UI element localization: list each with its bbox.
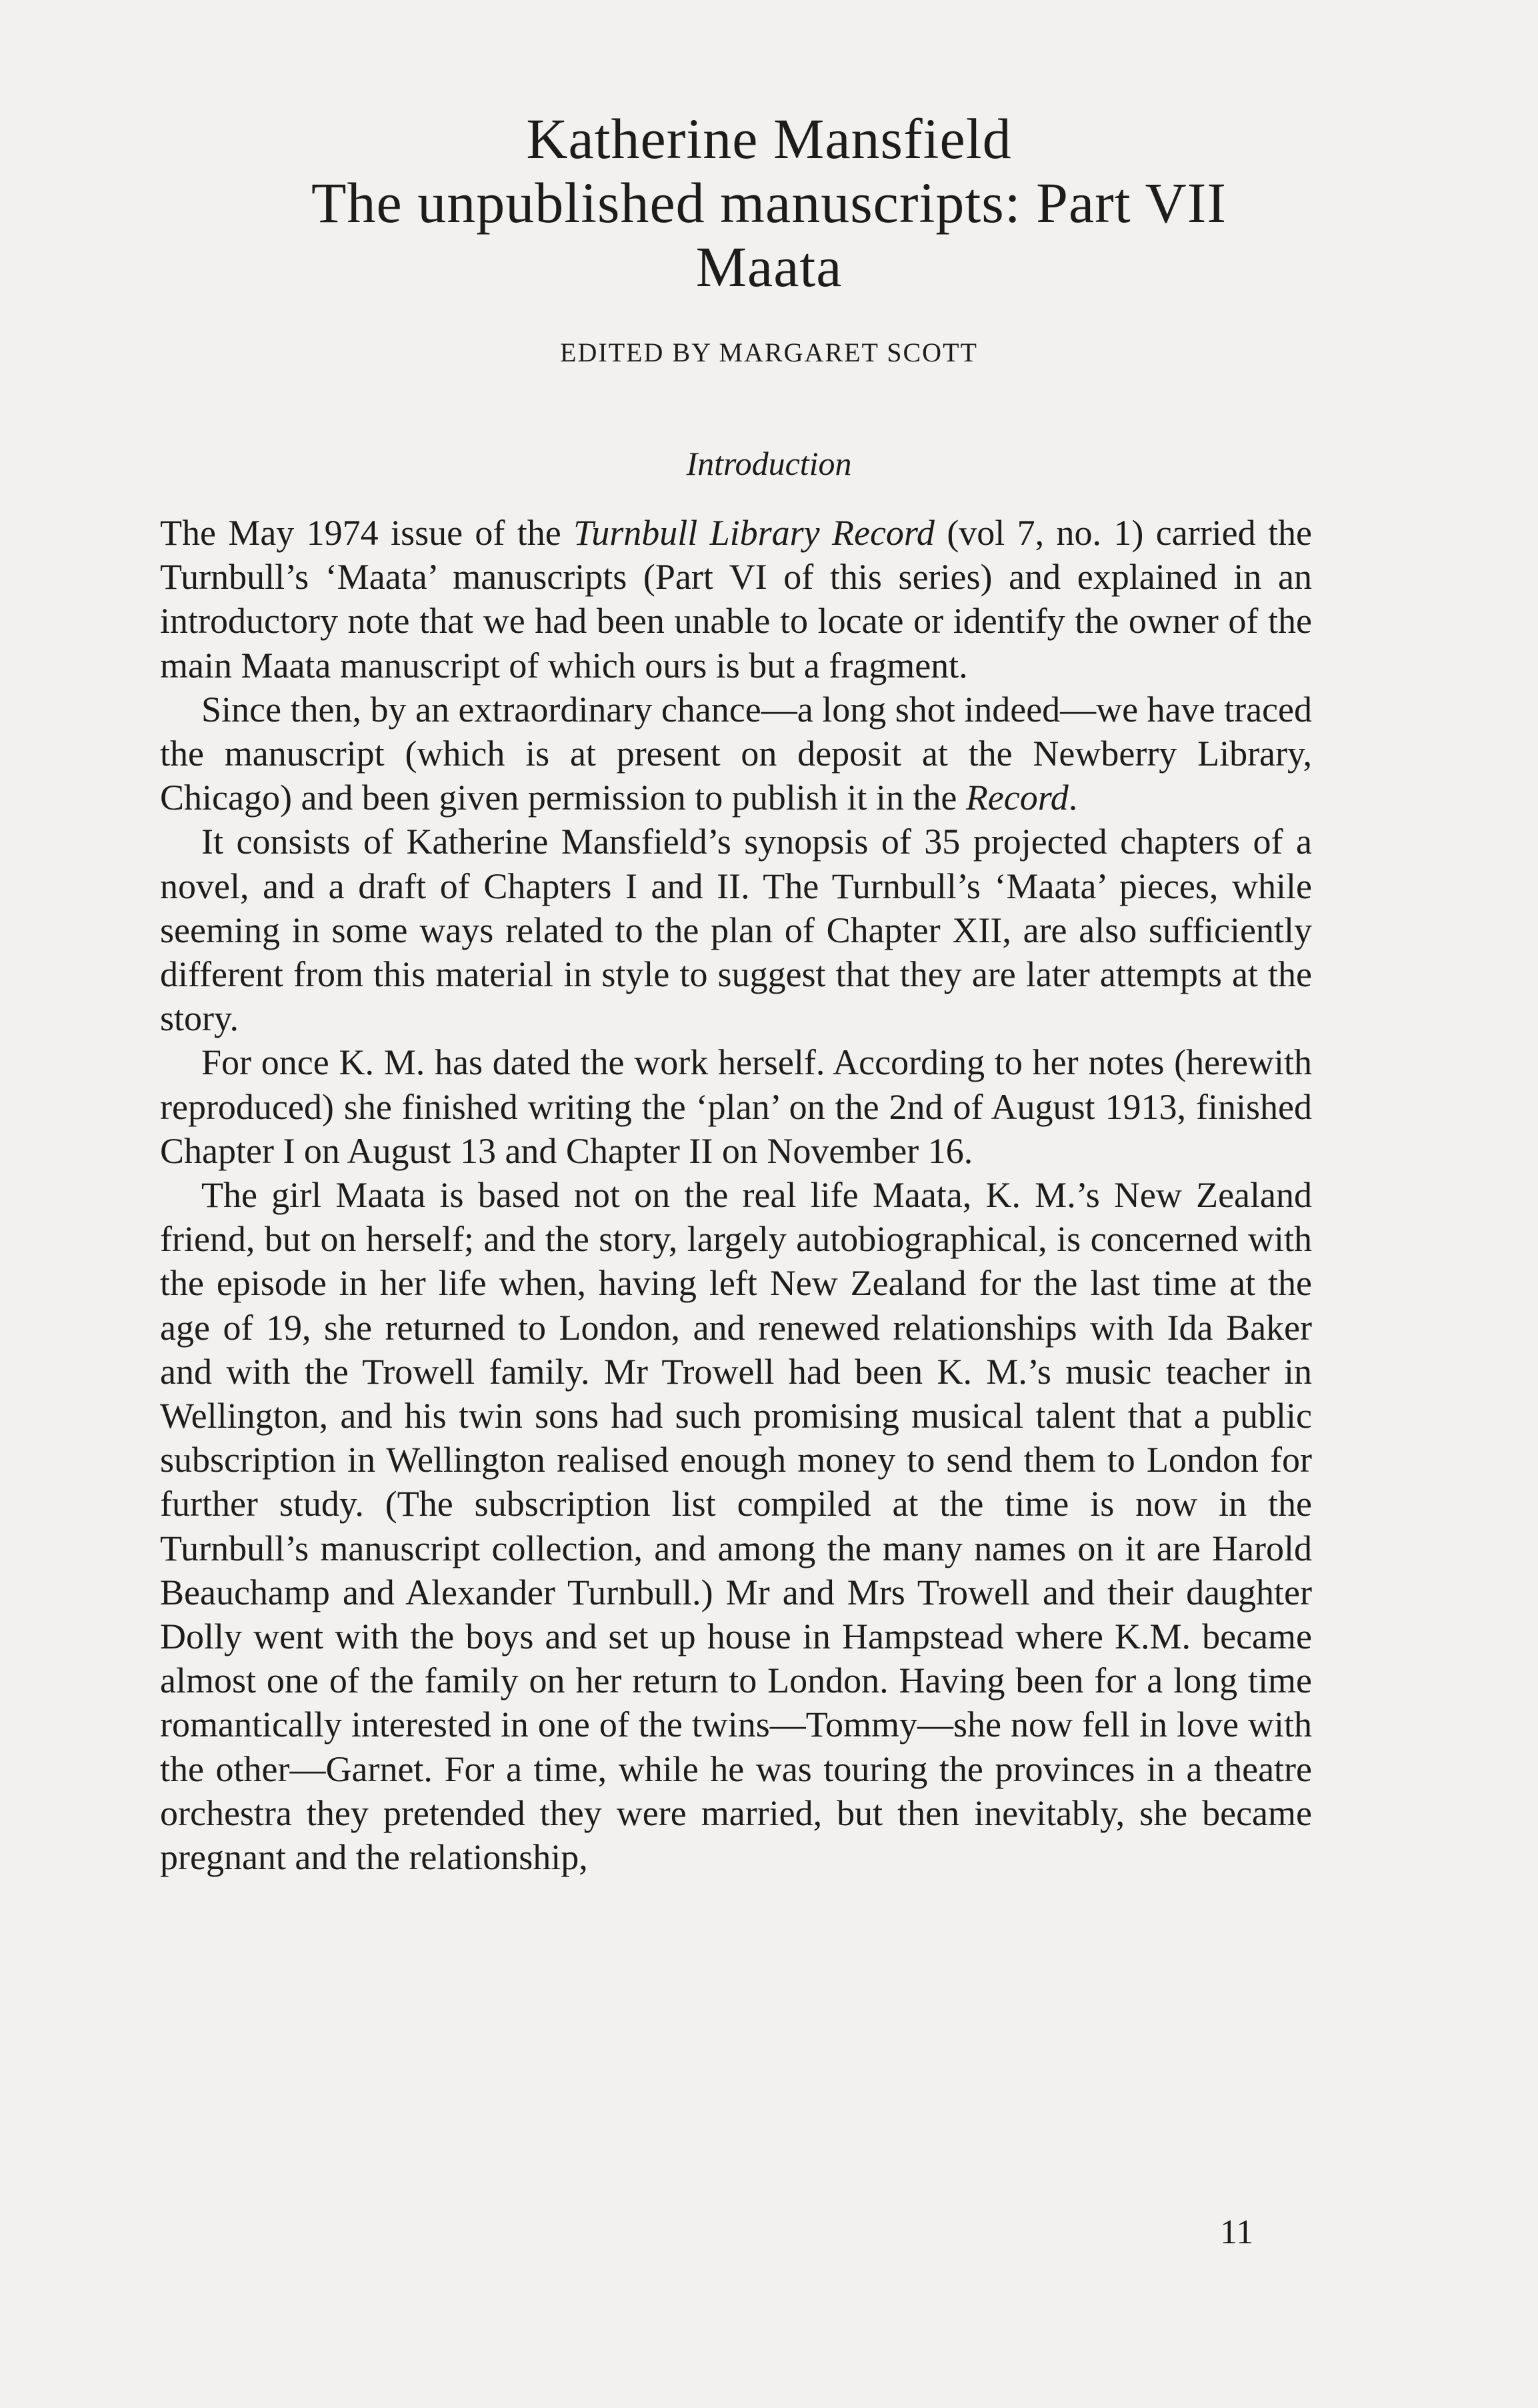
paragraph-2-text-b: . <box>1068 778 1078 818</box>
paragraph-3-text: It consists of Katherine Mansfield’s synopsis of 35 projected chapters of a novel, and a draft of Chapters I and II. The Turnbull’s ‘Maata’ pieces, while seeming in some ways related to the plan of Chapter XII, are also sufficiently different from this material in style to suggest that they are later attempts at the story. <box>160 822 1312 1039</box>
paragraph-3 <box>160 820 1312 1040</box>
title-line-series: The unpublished manuscripts: Part VII <box>311 171 1227 235</box>
section-heading: Introduction <box>686 445 852 482</box>
paragraph-4-text: For once K. M. has dated the work herself. According to her notes (herewith reproduced) she finished writing the ‘plan’ on the 2nd of August 1913, finished Chapter I on August 13 and Chapter II on November 16. <box>160 1042 1312 1171</box>
body-text <box>160 511 1312 1879</box>
title-line-author: Katherine Mansfield <box>526 107 1012 171</box>
paragraph-4 <box>160 1040 1312 1173</box>
editor-credit: EDITED BY MARGARET SCOTT <box>560 337 978 367</box>
paragraph-5 <box>160 1173 1312 1879</box>
paragraph-2-text-a: Since then, by an extraordinary chance—a long shot indeed—we have traced the manuscript (which is at present on deposit at the Newberry Library, Chicago) and been given permission to publish it in the <box>160 689 1312 818</box>
paragraph-2-italic: Record <box>965 778 1069 818</box>
page-number: 11 <box>1220 2213 1254 2251</box>
title-line-work: Maata <box>695 235 843 299</box>
paragraph-2 <box>160 688 1312 820</box>
paragraph-1 <box>160 511 1312 688</box>
article-title <box>0 107 1538 299</box>
paragraph-1-italic: Turnbull Library Record <box>573 513 935 553</box>
paragraph-5-text: The girl Maata is based not on the real life Maata, K. M.’s New Zealand friend, but on herself; and the story, largely autobiographical, is concerned with the episode in her life when, having left New Zealand for the last time at the age of 19, she returned to London, and renewed relationships with Ida Baker and with the Trowell family. Mr Trowell had been K. M.’s music teacher in Wellington, and his twin sons had such promising musical talent that a public subscription in Wellington realised enough money to send them to London for further study. (The subscription list compiled at the time is now in the Turnbull’s manuscript collection, and among the many names on it are Harold Beauchamp and Alexander Turnbull.) Mr and Mrs Trowell and their daughter Dolly went with the boys and set up house in Hampstead where K.M. became almost one of the family on her return to London. Having been for a long time romantically interested in one of the twins—Tommy—she now fell in love with the other—Garnet. For a time, while he was touring the provinces in a theatre orchestra they pretended they were married, but then inevitably, she became pregnant and the relationship, <box>160 1175 1312 1878</box>
paragraph-1-text-a: The May 1974 issue of the <box>160 513 574 553</box>
paragraph-1-text-b: (vol 7, no. 1) carried the Turnbull’s ‘Maata’ manuscripts (Part VI of this series) and explained in an introductory note that we had been unable to locate or identify the owner of the main Maata manuscript of which ours is but a fragment. <box>160 513 1312 686</box>
